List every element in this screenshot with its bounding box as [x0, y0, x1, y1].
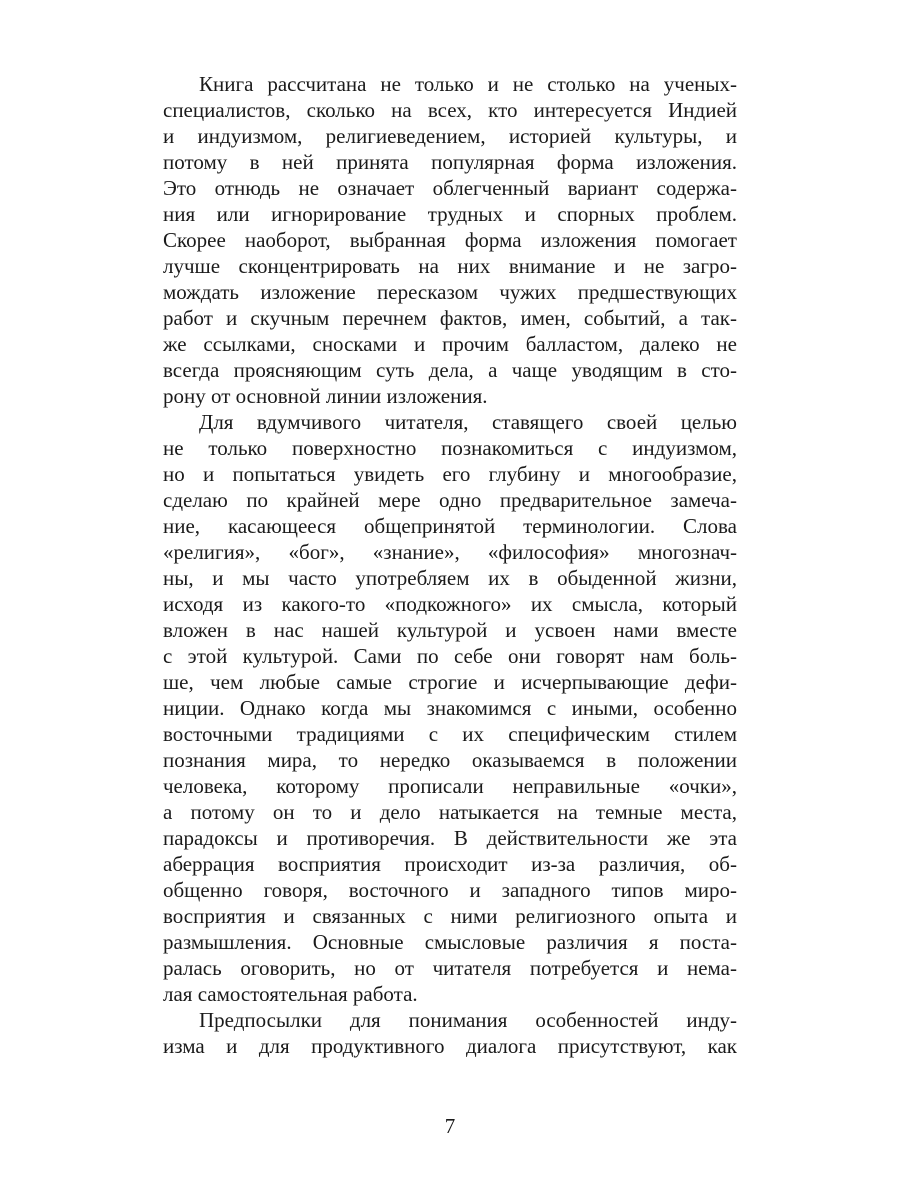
- text-line: Книга рассчитана не только и не столько на ученых-: [199, 72, 737, 96]
- text-line: Скорее наоборот, выбранная форма изложения помогает: [163, 228, 737, 252]
- text-line: парадоксы и противоречия. В действительности же эта: [163, 826, 737, 850]
- text-line: исходя из какого-то «подкожного» их смысла, который: [163, 592, 737, 616]
- text-line: познания мира, то нередко оказываемся в положении: [163, 748, 737, 772]
- text-line: но и попытаться увидеть его глубину и многообразие,: [163, 462, 737, 486]
- text-line: восприятия и связанных с ними религиозного опыта и: [163, 904, 737, 928]
- text-line: всегда проясняющим суть дела, а чаще уводящим в сто-: [163, 358, 737, 382]
- text-line: с этой культурой. Сами по себе они говорят нам боль-: [163, 644, 737, 668]
- text-line: Это отнюдь не означает облегченный вариант содержа-: [163, 176, 737, 200]
- text-line: ниции. Однако когда мы знакомимся с иными, особенно: [163, 696, 737, 720]
- page-number: 7: [444, 1114, 456, 1138]
- text-line: специалистов, сколько на всех, кто интересуется Индией: [163, 98, 737, 122]
- paragraph: [163, 409, 737, 1007]
- text-line: ше, чем любые самые строгие и исчерпывающие дефи-: [163, 670, 737, 694]
- text-line: изма и для продуктивного диалога присутствуют, как: [163, 1034, 737, 1058]
- text-line: и индуизмом, религиеведением, историей культуры, и: [163, 124, 737, 148]
- body-text: [163, 71, 737, 1059]
- text-line: ния или игнорирование трудных и спорных проблем.: [163, 202, 737, 226]
- text-line: а потому он то и дело натыкается на темные места,: [163, 800, 737, 824]
- text-line: потому в ней принята популярная форма изложения.: [163, 150, 737, 174]
- text-line: ние, касающееся общепринятой терминологии. Слова: [163, 514, 737, 538]
- text-line: же ссылками, сносками и прочим балластом, далеко не: [163, 332, 737, 356]
- text-line: восточными традициями с их специфическим стилем: [163, 722, 737, 746]
- text-line: мождать изложение пересказом чужих предшествующих: [163, 280, 737, 304]
- text-line: «религия», «бог», «знание», «философия» многознач-: [163, 540, 737, 564]
- text-line: вложен в нас нашей культурой и усвоен нами вместе: [163, 618, 737, 642]
- text-line: не только поверхностно познакомиться с индуизмом,: [163, 436, 737, 460]
- paragraph: [163, 71, 737, 409]
- text-line: лая самостоятельная работа.: [163, 982, 418, 1006]
- text-line: Для вдумчивого читателя, ставящего своей целью: [199, 410, 737, 434]
- text-line: человека, которому прописали неправильные «очки»,: [163, 774, 737, 798]
- text-line: работ и скучным перечнем фактов, имен, событий, а так-: [163, 306, 737, 330]
- text-line: Предпосылки для понимания особенностей инду-: [199, 1008, 737, 1032]
- text-line: сделаю по крайней мере одно предварительное замеча-: [163, 488, 737, 512]
- text-line: лучше сконцентрировать на них внимание и не загро-: [163, 254, 737, 278]
- text-line: ны, и мы часто употребляем их в обыденной жизни,: [163, 566, 737, 590]
- text-line: размышления. Основные смысловые различия я поста-: [163, 930, 737, 954]
- paragraph: [163, 1007, 737, 1059]
- text-line: ралась оговорить, но от читателя потребуется и нема-: [163, 956, 737, 980]
- text-line: рону от основной линии изложения.: [163, 384, 488, 408]
- text-line: общенно говоря, восточного и западного типов миро-: [163, 878, 737, 902]
- text-line: аберрация восприятия происходит из-за различия, об-: [163, 852, 737, 876]
